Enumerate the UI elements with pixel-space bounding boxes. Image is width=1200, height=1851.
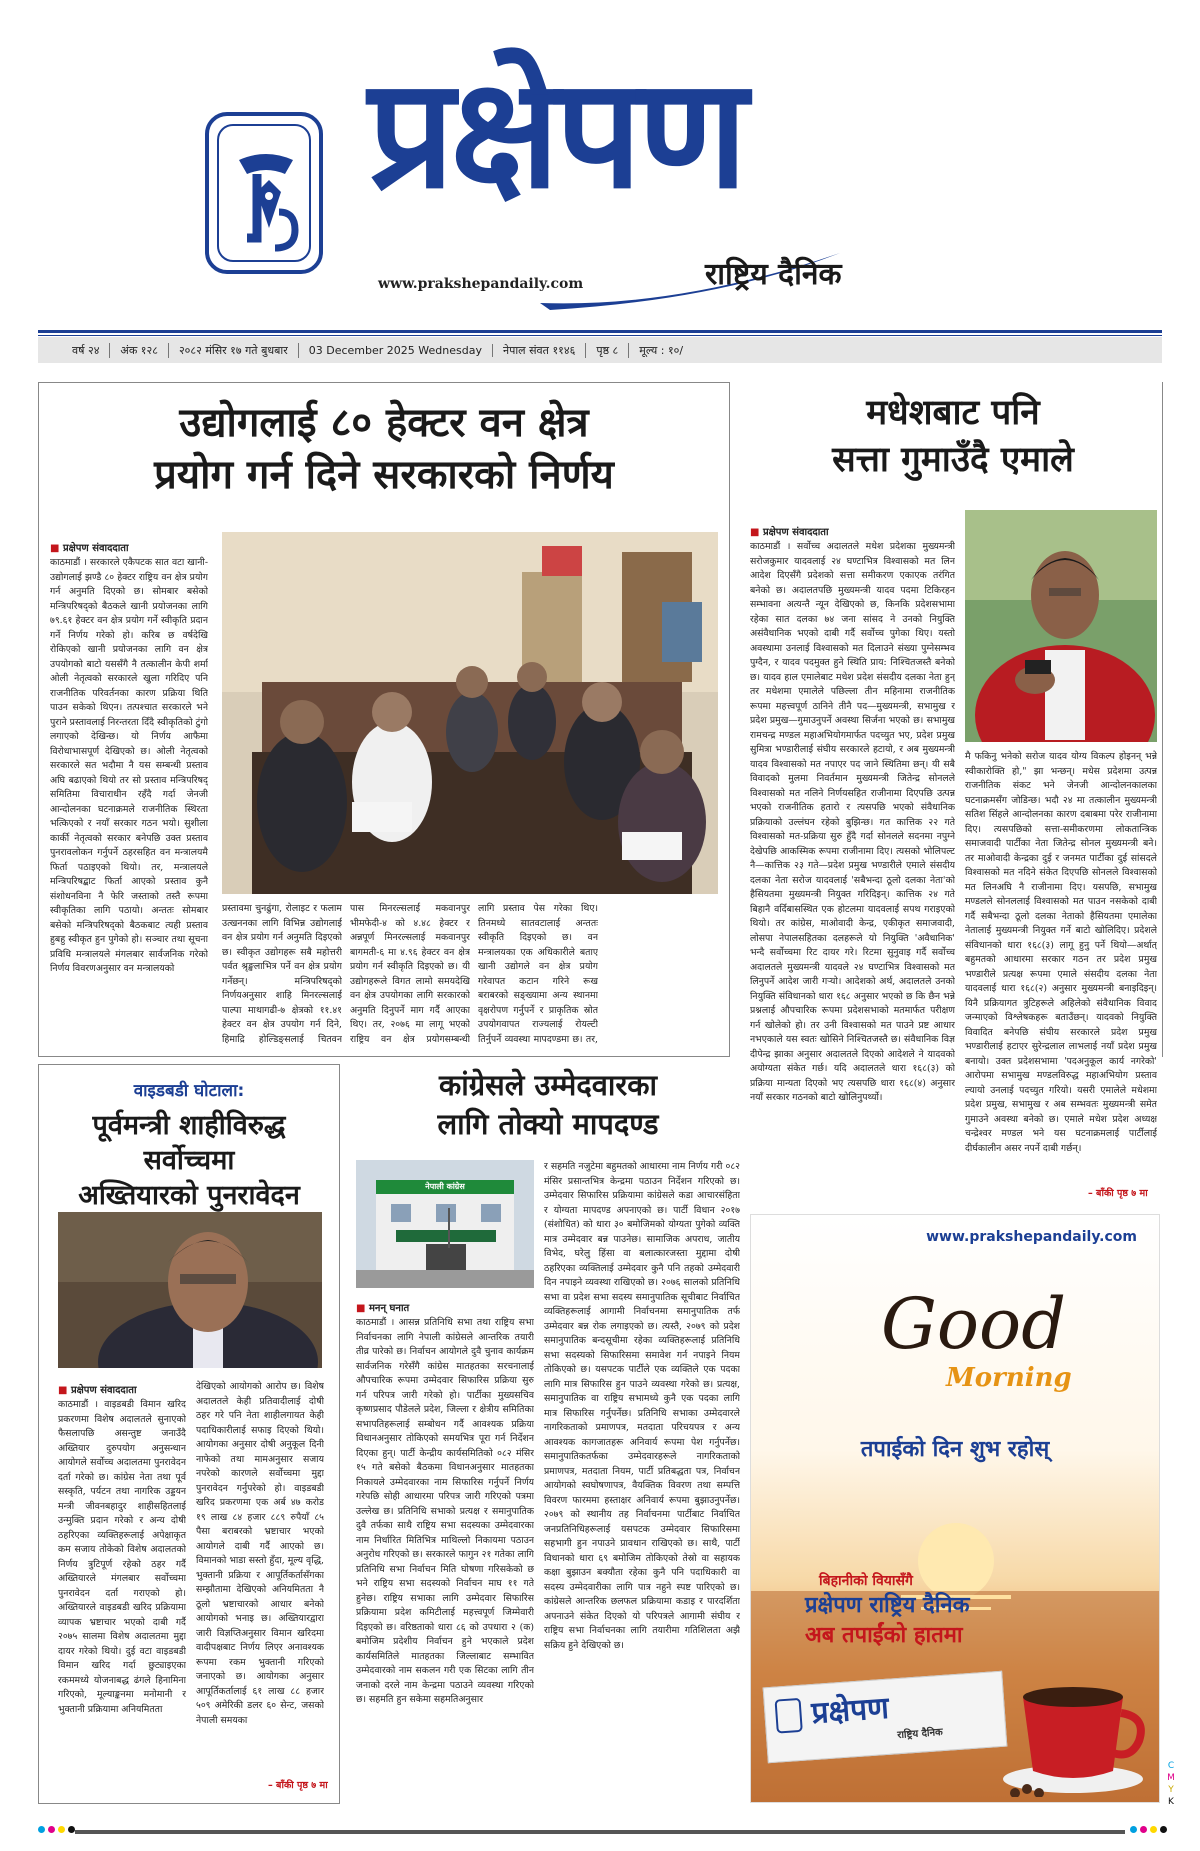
widebody-byline: ■ प्रक्षेपण संवाददाता [58,1382,137,1396]
website-url[interactable]: www.prakshepandaily.com [378,276,584,292]
footer-rule [75,1830,1125,1834]
madhesh-headline: मधेशबाट पनि सत्ता गुमाउँदै एमाले [832,393,1074,481]
ad-good-text: Good [881,1283,1067,1365]
nepal-samvat-date: नेपाल संवत ११४६ [493,343,586,358]
congress-headline: कांग्रेसले उम्मेदवारका लागि तोक्यो मापदण्ड [437,1068,659,1142]
ad-tagline-1: बिहानीको वियासँगै [819,1573,913,1589]
congress-column-1: काठमाडौं । आसन्न प्रतिनिधि सभा तथा राष्ट्रिय सभा निर्वाचनका लागि नेपाली कांग्रेसले आन्तरिक तयारी तीव्र पारेको छ। निर्वाचन आयोगले दुवै चुनाव कार्यक्रम सार्वजनिक गरेसँगै कांग्रेस मातहतका सरचनालाई औपचारिक रूपमा उम्मेदवार सिफारिस प्रक्रिया सुरु गर्न परिपत्र जारी गरेको हो। पार्टीका मुख्यसचिव कृष्णप्रसाद पौडेलले प्रदेश, जिल्ला र क्षेत्रीय समितिका सभापतिहरूलाई सम्बोधन गर्दै आवश्यक प्रक्रिया विधानअनुसार तोकिएको समयभित्र पूरा गर्न निर्देशन दिएका हुन्। पार्टी केन्द्रीय कार्यसमितिको ०८२ मंसिर १५ गते बसेको बैठकमा विधानअनुसार मातहतका निकायले उम्मेदवारका नाम सिफारिस गर्नुपर्ने निर्णय गरेपछि सोही आधारमा परिपत्र जारी गरिएको पत्रमा उल्लेख छ। प्रतिनिधि सभाको प्रत्यक्ष र समानुपातिक दुवै तर्फका साथै राष्ट्रिय सभा सदस्यका उम्मेदवारका नाम निर्धारित मितिभित्र माथिल्लो निकायमा पठाउन अनुरोध गरिएको छ। सरकारले फागुन २१ गतेका लागि प्रतिनिधि सभा निर्वाचन मिति घोषणा गरिसकेको छ भने राष्ट्रिय सभा सदस्यको निर्वाचन माघ ११ गते हुनेछ। राष्ट्रिय सभाका लागि उम्मेदवार सिफारिस प्रक्रियामा प्रदेश कमिटीलाई महत्त्वपूर्ण जिम्मेवारी दिइएको छ। वरिष्ठताको धारा ८६ को उपधारा २ (क) बमोजिम प्रदेशीय निर्वाचन हुने भएकाले प्रदेश कार्यसमितिले मातहतका जिल्लाबाट सम्भावित उम्मेदवारको नाम सकलन गरी एक सिटका लागि तीन जनाको दरले नाम केन्द्रमा पठाउने व्यवस्था गरिएको छ। सहमति हुन सकेमा सहमतिअनुसार [356,1317,534,1705]
cabinet-meeting-photo [222,532,718,894]
madhesh-byline: ■ प्रक्षेपण संवाददाता [750,524,829,538]
widebody-column-2: देखिएको आयोगको आरोप छ। विशेष अदालतले केही प्रतिवादीलाई दोषी ठहर गरे पनि नेता शाहीलगायत केही पदाधिकारीलाई सफाइ दिएको थियो। आयोगका अनुसार दोषी अनुकूल दिनी नाफेको तथा मामअनुसार सजाय नपरेको कारणले सर्वोच्चमा मुद्दा पुनरावेदन गर्नुपरेको हो। वाइडबडी खरिद प्रकरणमा एक अर्ब ४७ करोड १९ लाख ८४ हजार ८८९ रुपैयाँ ८५ पैसा बराबरको भ्रष्टाचार भएको आयोगले दाबी गर्दै आएको छ। विमानको भाडा सस्तो हुँदा, मूल्य वृद्धि, भुक्तानी प्रक्रिया र आपूर्तिकर्तासँगका सम्झौतामा देखिएको अनियमितता नै ठूलो भ्रष्टाचारको आधार बनेको आयोगको भनाइ छ। अख्तियारद्वारा जारी विज्ञप्तिअनुसार विमान खरिदमा वादीपक्षबाट निर्णय लिएर अनावश्यक रूपमा रकम भुक्तानी गरिएको जनाएको छ। आयोगका अनुसार आपूर्तिकर्तालाई ६१ लाख ८८ हजार ५०९ अमेरिकी डलर ६० सेन्ट, जसको नेपाली समयका [196,1381,324,1726]
ad-tagline-3: अब तपाईंको हातमा [805,1623,963,1648]
logo-emblem [205,112,323,274]
ad-paper-sub: राष्ट्रिय दैनिक [896,1727,944,1742]
good-morning-advertisement[interactable] [750,1214,1160,1803]
former-minister-photo [58,1212,322,1368]
madhesh-continued: – बाँकी पृष्ठ ७ मा [1088,1188,1148,1199]
newspaper-nameplate: प्रक्षेपण [368,45,744,222]
newspaper-subtitle: राष्ट्रिय दैनिक [705,257,842,292]
column-divider [1162,382,1163,1057]
lead-column-4: लागि प्रस्ताव पेस गरेका थिए। तिनमध्ये सातवटालाई अन्ततः स्वीकृति दिइएको छ। वन मन्त्रालयका एक अधिकारीले बताए खानी उद्योगले वन क्षेत्र प्रयोग गरेवापत कटान गरिने रूख बराबरको सङ्ख्यामा अन्य स्थानमा वृक्षरोपण गर्नुपर्ने र प्राकृतिक स्रोत उपयोगवापत राज्यलाई रोयल्टी तिर्नुपर्ने व्यवस्था मापदण्डमा छ। तर, [478,903,598,1044]
volume-number: वर्ष २४ [62,343,110,358]
widebody-kicker: वाइडबडी घोटाला: [133,1081,245,1101]
ad-wish-text: तपाईको दिन शुभ रहोस् [860,1437,1050,1462]
lead-column-2: प्रस्तावमा चुनढुंगा, रोलाइट र फलाम उत्खननका लागि विभिन्न उद्योगलाई वन क्षेत्र प्रयोग गर्न अनुमति दिइएको छ। स्वीकृत उद्योगहरू सबै महोत्तरी पर्वत श्रृङ्खलाभित्र पर्ने वन क्षेत्र प्रयोग गर्नेछन्। मन्त्रिपरिषद्को निर्णयअनुसार शाहि मिनरल्सलाई पाल्पा माथागढी-७ क्षेत्रको ११.४१ हेक्टर वन क्षेत्र उपयोग गर्न दिने, हिमाद्रि होल्डिङ्सलाई चितवन [222,903,342,1044]
lead-column-1: काठमाडौं । सरकारले एकैपटक सात वटा खानी-उद्योगलाई झण्डै ८० हेक्टर राष्ट्रिय वन क्षेत्र प्रयोग गर्न अनुमति दिएको छ। सोमबार बसेको मन्त्रिपरिषद्को बैठकले खानी प्रयोजनका लागि ७९.६१ हेक्टर वन क्षेत्र प्रयोग गर्ने स्वीकृति प्रदान गर्ने निर्णय गरेको हो। करिब छ वर्षदेखि रोकिएको खानी प्रयोजनका लागि वन क्षेत्र उपयोगको बाटो यससँगै नै तत्कालीन केपी शर्मा ओली नेतृत्वको सरकारले खुला गरिदिए पनि राजनीतिक परिवर्तनका कारण प्रक्रिया थिति पाउन सकेको थिएन। तत्पश्चात सरकारले भने पुराने प्रस्तावलाई निरन्तरता दिँदै स्वीकृतिको टुंगो लगाएको देखिन्छ। यो निर्णय आफैमा विरोधाभासपूर्ण देखिएको छ। ओली नेतृत्वको सरकारले सत भदौमा नै यस सम्बन्धी प्रस्ताव अघि बढाएको थियो तर सो प्रस्ताव मन्त्रिपरिषद् समितिमा विचाराधीन रहँदै गर्दा जेनजी आन्दोलनका घटनाक्रमले राजनीतिक स्थिरता भत्किएको र नयाँ सरकार गठन भयो। सुशीला कार्की नेतृत्वको सरकार बनेपछि उक्त प्रस्ताव पुनरावलोकन गर्नुपर्ने ठहरसहित वन मन्त्रालयमै फिर्ता पठाइएको थियो। तर, मन्त्रालयले मन्त्रिपरिषद्बाट फिर्ता आएको प्रस्ताव कुनै संशोधनविना नै फेरि जस्ताको तस्तै रूपमा स्वीकृतिका लागि पठायो। अन्ततः सोमबार बसेको मन्त्रिपरिषद्को बैठकबाट त्यही प्रस्ताव हुबहु स्वीकृत हुन पुगेको हो। सञ्चार तथा सूचना प्रविधि मन्त्रालयले मंगलबार सार्वजनिक गरेको निर्णय विवरणअनुसार वन मन्त्रालयको [50,557,208,974]
ad-tagline-2: प्रक्षेपण राष्ट्रिय दैनिक [805,1593,970,1618]
coffee-cup-icon [1003,1667,1153,1797]
masthead [0,0,1200,330]
masthead-rule-thin [38,335,1162,336]
masthead-rule [38,330,1162,333]
ad-url[interactable]: www.prakshepandaily.com [926,1229,1137,1245]
ad-paper-name: प्रक्षेपण [810,1690,890,1732]
registration-dots-right [1130,1826,1167,1833]
lead-headline: उद्योगलाई ८० हेक्टर वन क्षेत्र प्रयोग गर्न दिने सरकारको निर्णय [154,400,614,498]
madhesh-column-2: मै फकिनु भनेको सरोज यादव योग्य विकल्प होइनन् भन्ने स्वीकारोक्ति हो," झा भन्छन्। मधेस प्रदेशमा उत्पन्न राजनीतिक संकट भने जेनजी आन्दोलनकालका घटनाक्रमसँग जोडिन्छ। भदौ २४ मा तत्कालीन मुख्यमन्त्री सतिश सिंहले आन्दोलनका कारण दबाबमा परेर राजीनामा दिए। त्यसपछिको सत्ता-समीकरणमा लोकतान्त्रिक समाजवादी पार्टीका नेता जितेन्द्र सोनल मुख्यमन्त्री बने। तर माओवादी केन्द्रका दुई र जनमत पार्टीका दुई सांसदले विश्वासको मत नदिने संकेत दिएपछि सोनलले विश्वासको मत लिनअघि नै राजीनामा दिए। यसपछि, सभामुख मण्डलले सोनललाई विश्वासको मत पाउन नसकेको दाबी गर्दै सबैभन्दा ठूलो दलका नेताको हैसियतमा एमालेका नेतालाई मुख्यमन्त्री नियुक्त गर्ने बाटो खोलिदिए। प्रदेशले संविधानको धारा १६८(३) लागू हुनु पर्ने थियो—अर्थात् बहुमतको आधारमा सरकार गठन तर प्रदेश प्रमुख भण्डारीले प्रत्यक्ष रूपमा एमाले संसदीय दलका नेता यादवलाई धारा १६८(२) अनुसार मुख्यमन्त्री बनाइदिइन्। यिनै प्रक्रियागत त्रुटिहरूले अहिलेको संवैधानिक विवाद जन्माएको विश्लेषकहरू बताउँछन्। यादवको नियुक्ति विवादित बनेपछि संघीय सरकारले प्रदेश प्रमुख भण्डारीलाई हटाएर सुरेन्द्रलाल लाभलाई नयाँ प्रदेश प्रमुख बनायो। उक्त प्रदेशसभामा 'पदअनुकूल कार्य नगरेको' आरोपमा सभामुख मण्डलविरुद्ध महाअभियोग प्रस्ताव ल्यायो उनलाई पदच्युत गरियो। यसरी एमालेले मधेशमा प्रदेश प्रमुख, सभामुख र अब सम्भवतः मुख्यमन्त्री समेत गुमाउने अवस्था बनेको छ। एमाले मधेश प्रदेश अध्यक्ष चन्द्रेश्वर मण्डल भने यस घटनाक्रमलाई पार्टीलाई दीर्घकालीन असर नपर्ने दाबी गर्छन्। [965,751,1157,1154]
cmyk-marks: C M Y K [1167,1761,1175,1807]
pen-nib-logo-icon [219,130,313,260]
registration-dots-left [38,1826,75,1833]
congress-column-2: र सहमति नजुटेमा बहुमतको आधारमा नाम निर्णय गरी ०८२ मंसिर प्रसान्तभित्र केन्द्रमा पठाउन निर्देशन गरिएको छ। उम्मेदवार सिफारिस प्रक्रियामा कांग्रेसले कडा आचारसंहिता र योग्यता मापदण्ड अपनाएको छ। पार्टी विधान २०१७ (संशोधित) को धारा ३० बमोजिमको योग्यता पुगेको व्यक्ति मात्र उम्मेदवार बन्न पाउनेछ। सामाजिक अपराध, जातीय विभेद, घरेलु हिंसा वा बलात्कारजस्ता मुद्दामा दोषी ठहरिएका व्यक्तिलाई उम्मेदवार कुनै पनि तहको उम्मेदवारी दिन नपाइने व्यवस्था राखिएको छ। २०७६ सालको प्रतिनिधि सभा वा प्रदेश सभा सदस्य समानुपातिक सूचीबाट निर्वाचित व्यक्तिहरूलाई आगामी निर्वाचनमा समानुपातिक तर्फ उम्मेदवार बन्न रोक लगाइएको छ। त्यस्तै, २०७९ को प्रदेश समानुपातिक बन्दसूचीमा रहेका व्यक्तिहरूलाई प्रतिनिधि सभा सदस्यको सिफारिसमा समावेश गर्न नपाइने नियम तोकिएको छ। यसपटक पार्टीले एक व्यक्तिले एक पदका लागि मात्र सिफारिस हुन पाउने व्यवस्था गरेको छ। प्रत्यक्ष, समानुपातिक वा राष्ट्रिय सभामध्ये कुनै एक पदका लागि मात्र सिफारिस गर्नुपर्नेछ। प्रतिनिधि सभाका उम्मेदवारले नागरिकताको प्रमाणपत्र, मतदाता परिचयपत्र र अन्य आवश्यक कागजातहरू अनिवार्य रूपमा पेश गर्नुपर्नेछ। समानुपातिकतर्फका उम्मेदवारहरूले नागरिकताको प्रमाणपत्र, मतदाता नियम, पार्टी प्रतिबद्धता पत्र, निर्वाचन आयोगको स्वघोषणापत्र, वैयक्तिक विवरण तथा सम्पत्ति विवरण फारममा हस्ताक्षर अनिवार्य रूपमा बुझाउनुपर्नेछ। २०७९ को स्थानीय तह निर्वाचनमा पार्टीबाट निर्वाचित जनप्रतिनिधिहरूलाई यसपटक उम्मेदवार सिफारिसमा सहभागी हुन नपाउने प्रावधान राखिएको छ। साथै, पार्टी विधानको धारा ६९ बमोजिम तोकिएको तेस्रो वा सहायक कक्षा बुझाउन बक्यौता रहेका कुनै पनि पदाधिकारी वा सदस्य उम्मेदवारीका लागि पात्र नहुने स्पष्ट पारिएको छ। कांग्रेसले आन्तरिक छलफल प्रक्रियामा कडाइ र पारदर्शिता अपनाउने संकेत दिएको यो परिपत्रले आगामी संघीय र राष्ट्रिय सभा निर्वाचनका लागि तयारीमा गतिशिलता अझै सक्रिय हुने देखिएको छ। [544,1161,740,1651]
page-number: पृष्ठ ८ [586,343,629,358]
issue-number: अंक १२८ [110,343,169,358]
congress-office-sign: नेपाली कांग्रेस [425,1182,465,1191]
price: मूल्य : १०/ [639,343,684,357]
chief-minister-photo [965,510,1157,742]
ad-morning-text: Morning [946,1363,1072,1393]
congress-office-photo [356,1160,534,1288]
dateline-bar [38,337,1162,363]
lead-column-3: पास मिनरल्सलाई मकवानपुर भीमफेदी-४ को ४.४८ हेक्टर र अन्नपूर्ण मिनरल्सलाई मकवानपुर बागमती-६ मा ४.९६ हेक्टर वन क्षेत्र प्रयोग गर्न स्वीकृति दिइएको छ। यी उद्योगहरूले विगत लामो समयदेखि वन क्षेत्र उपयोगका लागि सरकारको अनुमति दिनुपर्ने माग गर्दै आएका थिए। तर, २०७६ मा लागू भएको राष्ट्रिय वन क्षेत्र प्रयोगसम्बन्धी [350,903,470,1044]
congress-byline: ■ मनन् घनात [356,1300,409,1314]
widebody-continued: – बाँकी पृष्ठ ७ मा [268,1780,328,1791]
widebody-headline: पूर्वमन्त्री शाहीविरुद्ध सर्वोच्चमा अख्तियारको पुनरावेदन [78,1110,300,1212]
lead-byline: ■ प्रक्षेपण संवाददाता [50,540,129,554]
madhesh-column-1: काठमाडौं । सर्वोच्च अदालतले मधेश प्रदेशका मुख्यमन्त्री सरोजकुमार यादवलाई २४ घण्टाभित्र विश्वासको मत लिन आदेश दिएसँगै प्रदेशको सत्ता समीकरण एकाएक तरंगित बनेको छ। अदालतपछि मुख्यमन्त्री यादव पदमा टिकिरहन सम्भावना अत्यन्तै न्यून देखिएको छ, किनकि प्रदेशसभामा रहेका सात दलका ७४ जना सांसद ने उनको नियुक्ति असंवैधानिक भएको दाबी गर्दै सर्वोच्च पुगेका थिए। यस्तो अवस्थामा उनलाई विश्वासको मत दिलाउने संख्या पुग्नेसम्भव पुग्दैन, र यादव पदमुक्त हुने स्थिति प्राय: निश्चितजस्तै बनेको छ। यादव हाल एमालेबाट मधेश प्रदेश संसदीय दलका नेता हुन् तर मधेशमा एमालेले पछिल्ला तीन महिनामा राजनीतिक रूपमा महत्त्वपूर्ण ठानिने तीनै पद—मुख्यमन्त्री, सभामुख र प्रदेश प्रमुख—गुमाउनुपर्ने अवस्था सिर्जना भएको छ। सभामुख रामचन्द्र मण्डल महाअभियोगमार्फत पदच्युत भए, प्रदेश प्रमुख सुमित्रा भण्डारीलाई संघीय सरकारले हटायो, र अब मुख्यमन्त्री यादव विश्वासको मत नपाएर पद जाने स्थितिमा छन्। यी सबै विवादको मुलमा निवर्तमान मुख्यमन्त्री जितेन्द्र सोनलले विश्वासको मत नलिने निर्णयसहित राजीनामा दिएपछि उत्पन्न भएको राजनीतिक हतारो र त्यसपछि भएको संवैधानिक प्रक्रियाको उल्लंघन रहेको बुझिन्छ। गत कात्तिक २२ गते विश्वासको मत-प्रक्रिया सुरु हुँदै गर्दा सोनलले सदनमा नपुग्ने देखेपछि आकस्मिक रूपमा राजीनामा दिए। त्यसको भोलिपल्ट नै—कात्तिक २३ गते—प्रदेश प्रमुख भण्डारीले एमाले संसदीय दलका नेता सरोज यादवलाई 'सबैभन्दा ठूलो दलका नेता'को हैसियतमा मुख्यमन्त्री नियुक्त गरिदिइन्। कात्तिक २४ गते बिहानै वर्दिबासस्थित एक होटलमा यादवलाई सपथ गराइएको थियो। तर कांग्रेस, माओवादी केन्द्र, एकीकृत समाजवादी, लोसपा नेपालसहितका दलहरूले यो नियुक्ति 'अवैधानिक' भन्दै सर्वोच्चमा रिट दायर गरे। रिटमा सुनुवाइ गर्दै सर्वोच्च अदालतले मुख्यमन्त्री यादवले २४ घण्टाभित्र विश्वासको मत लिनुपर्ने आदेश जारी गर्‍यो। आदेशको अर्थ, अदालतले उनको नियुक्ति संविधानको धारा १६८ अनुसार भएको छ कि छैन भन्ने प्रश्नलाई औपचारिक रूपमा प्रदेशसभाको मतमार्फत परीक्षण गर्न खोलेको हो। तर उनी विश्वासको मत पाउने प्रष्ट आधार नभएकाले यस स्वतः खोसिने निश्चितजस्तै छ। संवैधानिक विज्ञ दीपेन्द्र झाका अनुसार अदालतले दिएको आदेशले ने यादवको अयोग्यता संकेत गर्छ। यदि अदालतले धारा १६८(३) को प्रक्रिया मान्यता दिएको भए त्यसपछि धारा १६८(४) अनुसार नयाँ सरकार गठनको बाटो खोलिनुपर्थ्यो। [750,541,955,1103]
nepali-date: २०८२ मंसिर १७ गते बुधबार [169,343,299,358]
english-date: 03 December 2025 Wednesday [299,344,493,357]
widebody-column-1: काठमाडौं । वाइडबडी विमान खरिद प्रकरणमा विशेष अदालतले सुनाएको फैसलापछि असन्तुष्ट जनाउँदै अख्तियार दुरुपयोग अनुसन्धान आयोगले सर्वोच्च अदालतमा पुनरावेदन दर्ता गरेको छ। कांग्रेस नेता तथा पूर्व सस्कृति, पर्यटन तथा नागरिक उड्डयन मन्त्री जीवनबहादुर शाहीसहितलाई उन्मुक्ति प्रदान गरेको र अन्य दोषी ठहरिएका व्यक्तिहरूलाई अपेक्षाकृत कम सजाय तोकेको विशेष अदालतको निर्णय त्रुटिपूर्ण रहेको ठहर गर्दै अख्तियारले मंगलबार सर्वोच्चमा पुनरावेदन दर्ता गराएको हो। अख्तियारले वाइडबडी खरिद प्रक्रियामा व्यापक भ्रष्टाचार भएको दाबी गर्दै २०७५ सालमा विशेष अदालतमा मुद्दा दायर गरेको थियो। दुई वटा वाइडबडी विमान खरिद गर्दा छुट्याइएका रकममध्ये योजनाबद्ध ढंगले हिनामिना गरिएको, मूल्याङ्कनमा मनोमानी र भुक्तानी प्रक्रियामा अनियमितता [58,1399,186,1715]
